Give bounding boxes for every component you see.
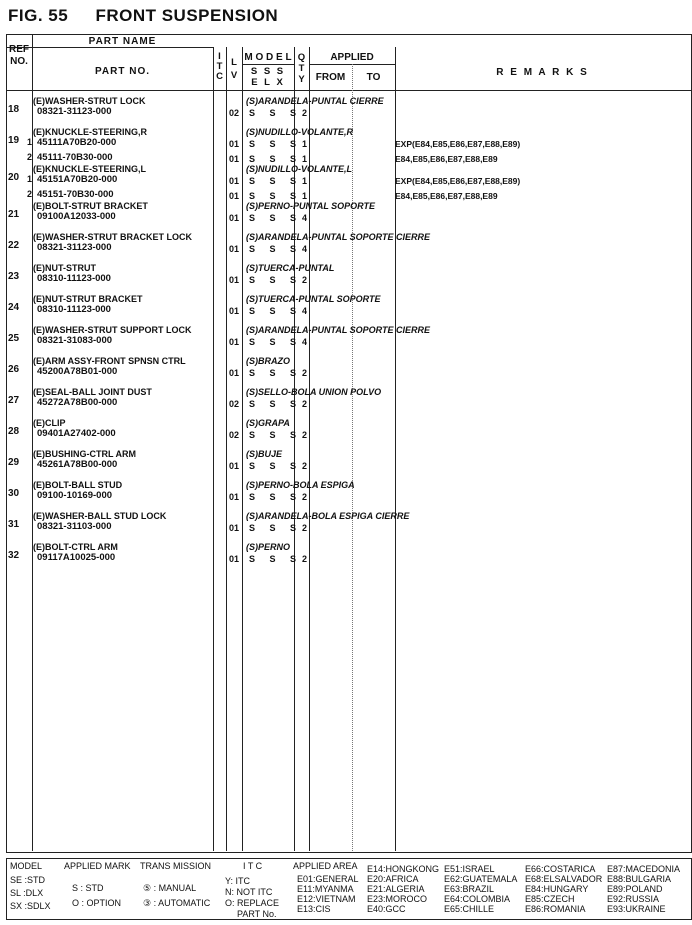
figure-label: FIG. xyxy=(8,6,44,25)
area-e01: E01:GENERAL xyxy=(297,874,359,884)
legend-itc-part-no: PART No. xyxy=(237,909,277,919)
quantity: 2 xyxy=(302,554,308,564)
part-no-header: PART NO. xyxy=(94,66,151,77)
legend-area-title: APPLIED AREA xyxy=(293,861,358,871)
part-number: 09100-10169-000 xyxy=(37,490,113,501)
ref-no: 24 xyxy=(8,302,20,313)
part-number: 08321-31103-000 xyxy=(37,521,112,532)
sub-index: 1 xyxy=(27,174,33,184)
legend-trans xyxy=(143,881,210,911)
part-name: (E)BOLT-CTRL ARM xyxy=(33,542,118,552)
area-e20: E20:AFRICA xyxy=(367,874,419,884)
legend-itc xyxy=(225,876,279,920)
part-name: (E)NUT-STRUT xyxy=(33,263,96,273)
ref-no: 27 xyxy=(8,395,20,406)
ref-no: 26 xyxy=(8,364,20,375)
legend-area-col1 xyxy=(297,874,359,914)
part-name-header: PART NAME xyxy=(88,36,157,47)
area-e84: E84:HUNGARY xyxy=(525,884,589,894)
from-header: FROM xyxy=(315,72,346,83)
part-name: (E)WASHER-STRUT LOCK xyxy=(33,96,146,106)
remark: E84,E85,E86,E87,E88,E89 xyxy=(395,154,498,164)
level-value: 01 xyxy=(229,176,240,186)
table-row xyxy=(6,480,690,511)
area-e12: E12:VIETNAM xyxy=(297,894,356,904)
part-name-spanish: (S)ARANDELA-PUNTAL SOPORTE CIERRE xyxy=(246,232,431,242)
sub-index: 2 xyxy=(27,189,33,199)
legend-applied-mark-title: APPLIED MARK xyxy=(64,861,131,871)
part-name-spanish: (S)GRAPA xyxy=(246,418,290,428)
quantity: 2 xyxy=(302,275,308,285)
model-marks: S S S xyxy=(249,306,303,316)
legend-models xyxy=(10,874,51,913)
area-e23: E23:MOROCO xyxy=(367,894,428,904)
table-row xyxy=(6,127,690,164)
table-row xyxy=(6,232,690,263)
part-number: 45151A70B20-000 xyxy=(37,174,118,185)
remark: E84,E85,E86,E87,E88,E89 xyxy=(395,191,498,201)
part-name-spanish: (S)ARANDELA-PUNTAL SOPORTE CIERRE xyxy=(246,325,431,335)
area-e88: E88:BULGARIA xyxy=(607,874,672,884)
quantity: 2 xyxy=(302,108,308,118)
part-name: (E)WASHER-STRUT BRACKET LOCK xyxy=(33,232,192,242)
part-number: 09100A12033-000 xyxy=(37,211,116,222)
part-number: 08321-31123-000 xyxy=(37,106,112,117)
ref-no: 32 xyxy=(8,550,20,561)
part-name-spanish: (S)BRAZO xyxy=(246,356,290,366)
table-row xyxy=(6,96,690,127)
legend-trans-title: TRANS MISSION xyxy=(140,861,212,871)
level-value: 01 xyxy=(229,191,240,201)
qty-q: Q xyxy=(297,52,306,63)
part-name-spanish: (S)NUDILLO-VOLANTE,L xyxy=(246,164,352,174)
level-value: 01 xyxy=(229,337,240,347)
part-name-spanish: (S)BUJE xyxy=(246,449,283,459)
quantity: 2 xyxy=(302,523,308,533)
area-e66: E66:COSTARICA xyxy=(525,864,596,874)
model-marks: S S S xyxy=(249,191,303,201)
area-e86: E86:ROMANIA xyxy=(525,904,586,914)
model-cols-top: S S S xyxy=(250,66,286,77)
quantity: 1 xyxy=(302,176,308,186)
legend-itc-n: N: NOT ITC xyxy=(225,887,273,897)
table-row xyxy=(6,201,690,232)
quantity: 4 xyxy=(302,244,308,254)
legend-trans-manual: ⑤ : MANUAL xyxy=(143,883,197,893)
model-divider xyxy=(242,64,294,65)
level-value: 01 xyxy=(229,244,240,254)
model-marks: S S S xyxy=(249,492,303,502)
ref-no: 19 xyxy=(8,135,20,146)
part-name: (E)BUSHING-CTRL ARM xyxy=(33,449,136,459)
part-name: (E)KNUCKLE-STEERING,R xyxy=(33,127,147,137)
model-marks: S S S xyxy=(249,176,303,186)
quantity: 4 xyxy=(302,306,308,316)
model-marks: S S S xyxy=(249,523,303,533)
area-e21: E21:ALGERIA xyxy=(367,884,425,894)
remark: EXP(E84,E85,E86,E87,E88,E89) xyxy=(395,139,521,149)
legend-itc-y: Y: ITC xyxy=(225,876,251,886)
part-name: (E)WASHER-BALL STUD LOCK xyxy=(33,511,167,521)
model-marks: S S S xyxy=(249,108,303,118)
legend-model-sx: SX :SDLX xyxy=(10,901,51,911)
model-marks: S S S xyxy=(249,430,303,440)
part-name-spanish: (S)TUERCA-PUNTAL xyxy=(246,263,335,273)
ref-no: 31 xyxy=(8,519,20,530)
header-bottom xyxy=(6,90,691,91)
ref-no: 25 xyxy=(8,333,20,344)
quantity: 4 xyxy=(302,213,308,223)
part-name: (E)CLIP xyxy=(33,418,66,428)
figure-title xyxy=(8,6,278,26)
model-marks: S S S xyxy=(249,461,303,471)
area-e65: E65:CHILLE xyxy=(444,904,495,914)
part-number: 09117A10025-000 xyxy=(37,552,116,563)
quantity: 2 xyxy=(302,399,308,409)
table-row xyxy=(6,263,690,294)
legend-model-title: MODEL xyxy=(10,861,43,871)
ref-header-line2: NO. xyxy=(10,56,28,67)
figure-title-text: FRONT SUSPENSION xyxy=(95,6,279,25)
quantity: 4 xyxy=(302,337,308,347)
legend-model-sl: SL :DLX xyxy=(10,888,44,898)
part-name: (E)WASHER-STRUT SUPPORT LOCK xyxy=(33,325,192,335)
part-name-spanish: (S)PERNO xyxy=(246,542,291,552)
area-e64: E64:COLOMBIA xyxy=(444,894,511,904)
area-e93: E93:UKRAINE xyxy=(607,904,666,914)
qty-header xyxy=(294,52,309,85)
part-number: 45151-70B30-000 xyxy=(37,189,114,200)
level-value: 01 xyxy=(229,523,240,533)
table-row xyxy=(6,325,690,356)
part-name: (E)ARM ASSY-FRONT SPNSN CTRL xyxy=(33,356,186,366)
area-e63: E63:BRAZIL xyxy=(444,884,495,894)
lv-header xyxy=(226,56,242,82)
part-name: (E)BOLT-BALL STUD xyxy=(33,480,123,490)
sub-index: 2 xyxy=(27,152,33,162)
part-name: (E)NUT-STRUT BRACKET xyxy=(33,294,143,304)
level-value: 01 xyxy=(229,213,240,223)
part-number: 08321-31083-000 xyxy=(37,335,113,346)
legend-model-se: SE :STD xyxy=(10,875,46,885)
part-name-spanish: (S)NUDILLO-VOLANTE,R xyxy=(246,127,353,137)
legend-itc-o: O: REPLACE xyxy=(225,898,280,908)
ref-no-header xyxy=(6,44,32,68)
part-number: 08321-31123-000 xyxy=(37,242,112,253)
area-e11: E11:MYANMA xyxy=(297,884,354,894)
remarks-header: R E M A R K S xyxy=(496,67,589,78)
area-e14: E14:HONGKONG xyxy=(367,864,440,874)
quantity: 2 xyxy=(302,492,308,502)
area-e89: E89:POLAND xyxy=(607,884,663,894)
model-marks: S S S xyxy=(249,154,303,164)
itc-t: T xyxy=(216,61,223,72)
model-marks: S S S xyxy=(249,213,303,223)
level-value: 02 xyxy=(229,399,240,409)
part-number: 08310-11123-000 xyxy=(37,304,111,315)
table-row xyxy=(6,418,690,449)
part-name-spanish: (S)ARANDELA-BOLA ESPIGA CIERRE xyxy=(246,511,410,521)
applied-header: APPLIED xyxy=(330,52,374,63)
model-marks: S S S xyxy=(249,399,303,409)
sub-index: 1 xyxy=(27,137,33,147)
figure-number: 55 xyxy=(48,6,69,25)
part-number: 45272A78B00-000 xyxy=(37,397,118,408)
level-value: 01 xyxy=(229,368,240,378)
level-value: 01 xyxy=(229,275,240,285)
itc-header xyxy=(213,52,226,82)
lv-v: V xyxy=(230,70,238,81)
model-marks: S S S xyxy=(249,337,303,347)
legend-area-col2 xyxy=(367,864,439,914)
ref-no: 23 xyxy=(8,271,20,282)
ref-header-line1: REF xyxy=(9,44,29,55)
level-value: 01 xyxy=(229,492,240,502)
ref-no: 29 xyxy=(8,457,20,468)
ref-no: 30 xyxy=(8,488,20,499)
model-marks: S S S xyxy=(249,275,303,285)
part-name: (E)KNUCKLE-STEERING,L xyxy=(33,164,146,174)
legend-mark-std: S : STD xyxy=(72,883,104,893)
level-value: 02 xyxy=(229,430,240,440)
legend-area-col3 xyxy=(444,864,517,914)
model-marks: S S S xyxy=(249,244,303,254)
table-row xyxy=(6,542,690,573)
itc-i: I xyxy=(218,51,221,62)
level-value: 01 xyxy=(229,139,240,149)
area-e13: E13:CIS xyxy=(297,904,331,914)
level-value: 02 xyxy=(229,108,240,118)
model-cols-header xyxy=(242,66,294,88)
qty-t: T xyxy=(298,63,305,74)
part-name: (E)SEAL-BALL JOINT DUST xyxy=(33,387,152,397)
table-row xyxy=(6,356,690,387)
legend-trans-automatic: ③ : AUTOMATIC xyxy=(143,898,211,908)
ref-no: 22 xyxy=(8,240,20,251)
part-number: 09401A27402-000 xyxy=(37,428,116,439)
area-e62: E62:GUATEMALA xyxy=(444,874,518,884)
legend-mark-option: O : OPTION xyxy=(72,898,122,908)
part-number: 45111-70B30-000 xyxy=(37,152,113,163)
table-row xyxy=(6,294,690,325)
remark: EXP(E84,E85,E86,E87,E88,E89) xyxy=(395,176,521,186)
part-name-spanish: (S)PERNO-BOLA ESPIGA xyxy=(246,480,355,490)
quantity: 2 xyxy=(302,430,308,440)
table-row xyxy=(6,387,690,418)
area-e92: E92:RUSSIA xyxy=(607,894,660,904)
quantity: 1 xyxy=(302,154,308,164)
area-e51: E51:ISRAEL xyxy=(444,864,495,874)
quantity: 1 xyxy=(302,139,308,149)
part-name-spanish: (S)TUERCA-PUNTAL SOPORTE xyxy=(246,294,381,304)
part-number: 45111A70B20-000 xyxy=(37,137,117,148)
header-divider xyxy=(6,47,213,48)
part-name-spanish: (S)SELLO-BOLA UNION POLVO xyxy=(246,387,382,397)
level-value: 01 xyxy=(229,306,240,316)
model-header: M O D E L xyxy=(244,52,292,63)
ref-no: 21 xyxy=(8,209,20,220)
part-number: 08310-11123-000 xyxy=(37,273,111,284)
table-row xyxy=(6,164,690,201)
table-row xyxy=(6,449,690,480)
model-marks: S S S xyxy=(249,139,303,149)
model-marks: S S S xyxy=(249,368,303,378)
legend-area-col4 xyxy=(525,864,602,914)
legend-itc-title: I T C xyxy=(243,861,263,871)
itc-c: C xyxy=(216,71,223,82)
level-value: 01 xyxy=(229,461,240,471)
lv-l: L xyxy=(231,57,237,68)
ref-no: 28 xyxy=(8,426,20,437)
area-e85: E85:CZECH xyxy=(525,894,575,904)
quantity: 2 xyxy=(302,461,308,471)
quantity: 2 xyxy=(302,368,308,378)
table-row xyxy=(6,511,690,542)
part-name: (E)BOLT-STRUT BRACKET xyxy=(33,201,148,211)
level-value: 01 xyxy=(229,154,240,164)
qty-y: Y xyxy=(298,74,305,85)
model-cols-bottom: E L X xyxy=(251,77,285,88)
ref-no: 18 xyxy=(8,104,20,115)
area-e68: E68:ELSALVADOR xyxy=(525,874,603,884)
to-header: TO xyxy=(366,72,381,83)
area-e87: E87:MACEDONIA xyxy=(607,864,681,874)
ref-no: 20 xyxy=(8,172,20,183)
area-e40: E40:GCC xyxy=(367,904,406,914)
model-marks: S S S xyxy=(249,554,303,564)
part-name-spanish: (S)PERNO-PUNTAL SOPORTE xyxy=(246,201,376,211)
level-value: 01 xyxy=(229,554,240,564)
quantity: 1 xyxy=(302,191,308,201)
part-number: 45200A78B01-000 xyxy=(37,366,118,377)
part-number: 45261A78B00-000 xyxy=(37,459,118,470)
legend-applied-marks xyxy=(72,881,121,911)
legend-area-col5 xyxy=(607,864,680,914)
part-name-spanish: (S)ARANDELA-PUNTAL CIERRE xyxy=(246,96,384,106)
